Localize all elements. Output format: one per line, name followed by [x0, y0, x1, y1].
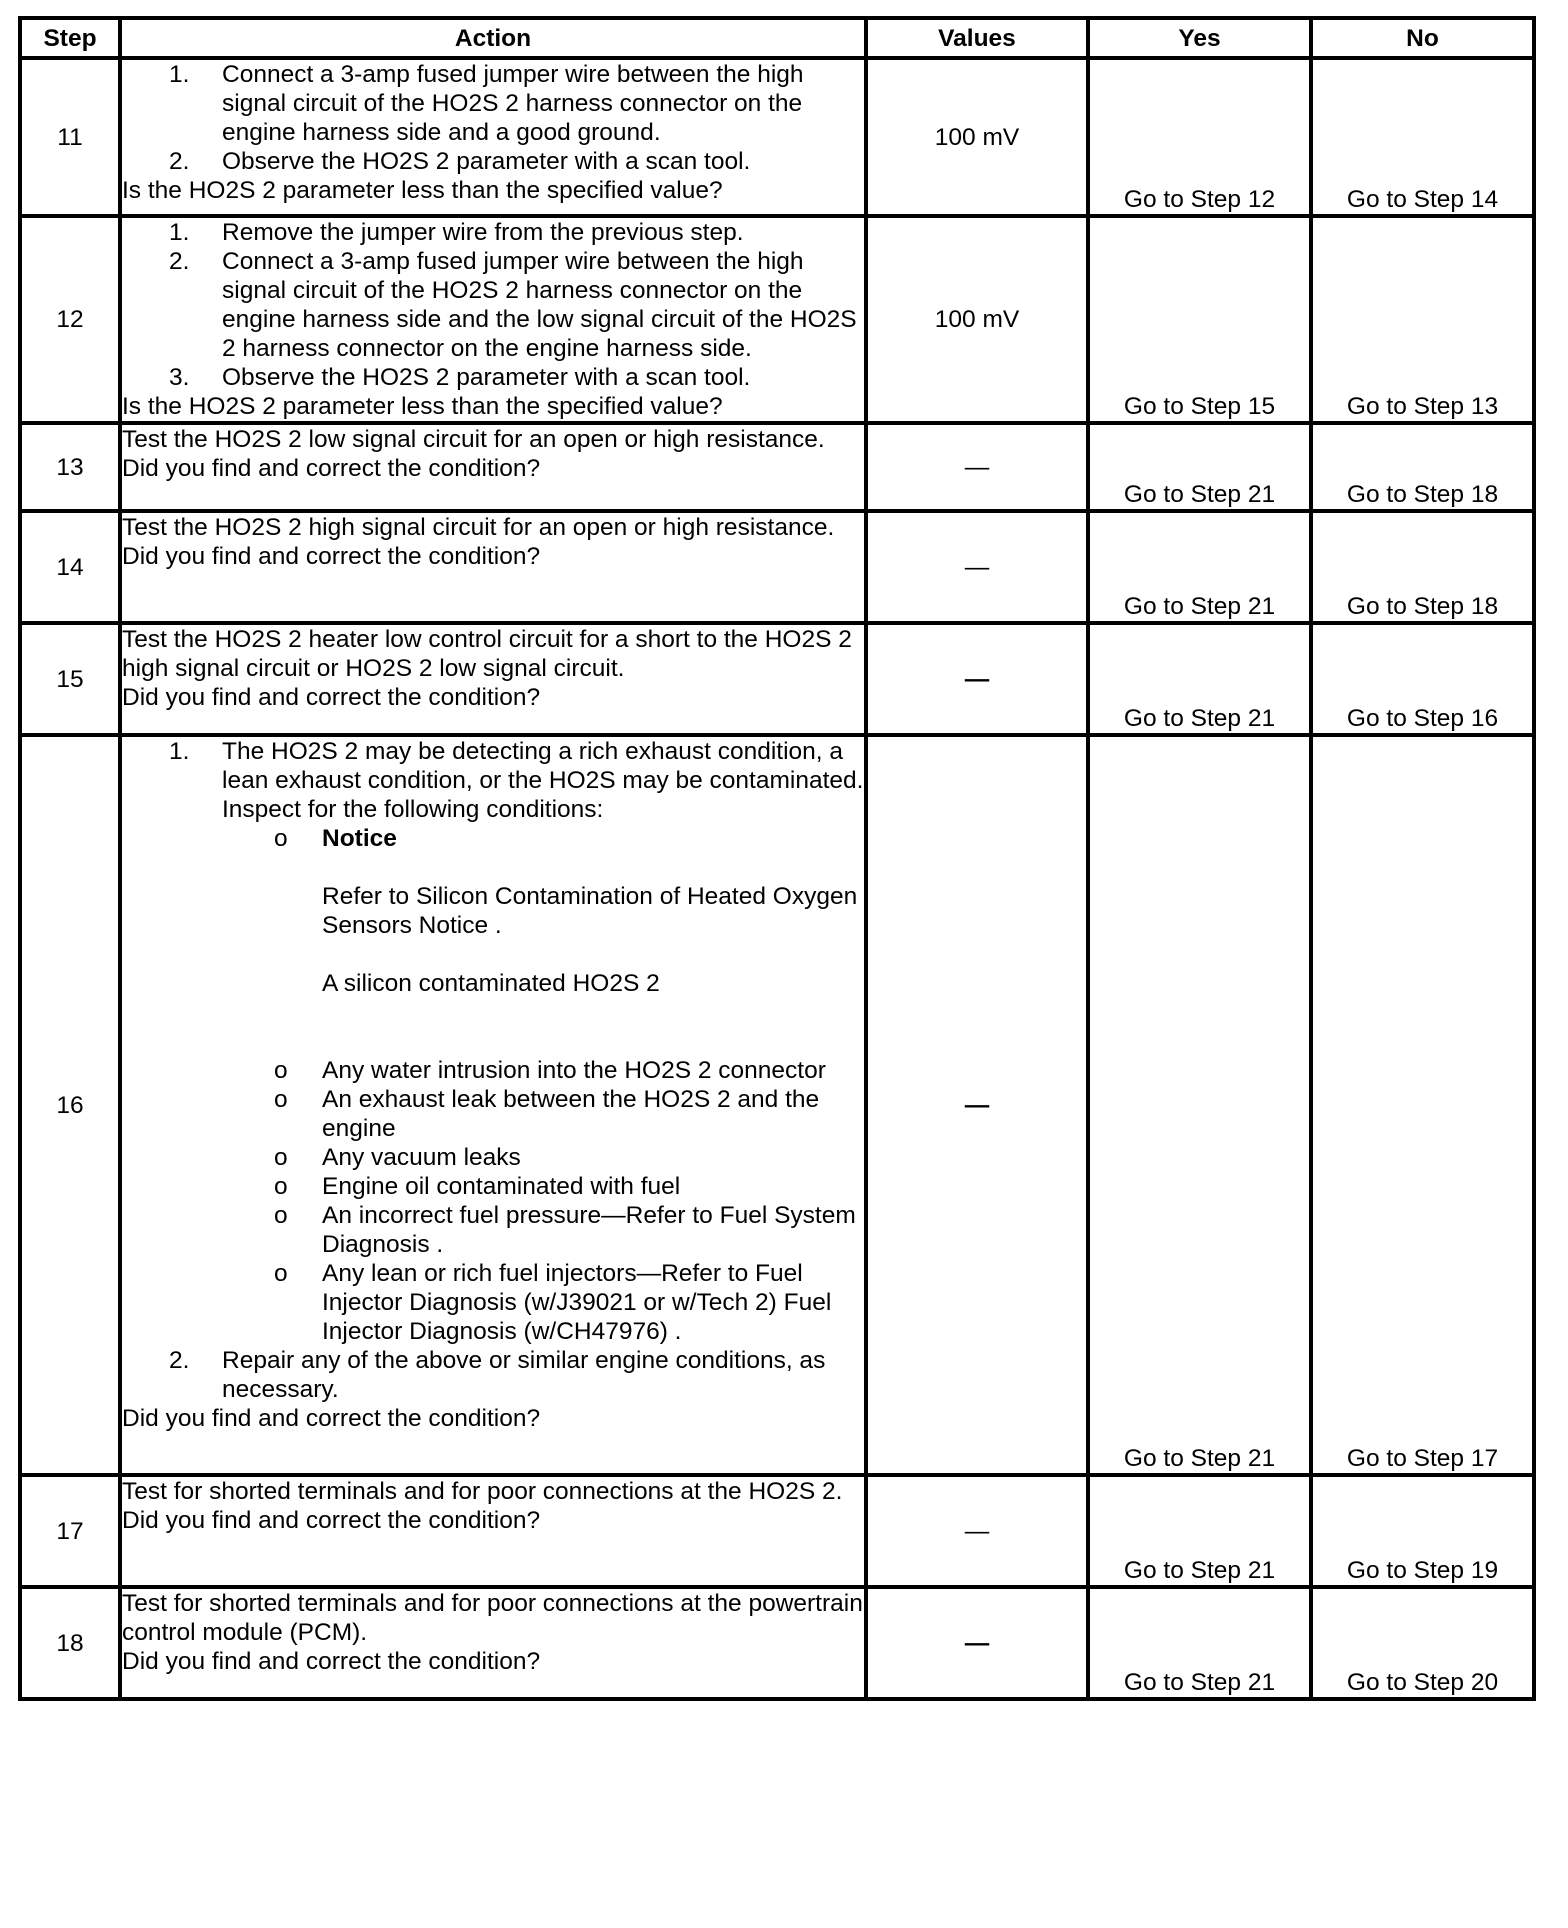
list-item	[122, 1056, 864, 1085]
list-item	[122, 147, 864, 176]
question-text: Is the HO2S 2 parameter less than the specified value?	[122, 393, 723, 420]
table-row-step-14	[20, 511, 1534, 623]
no-cell: Go to Step 18	[1311, 423, 1534, 511]
value-cell: 100 mV	[866, 216, 1088, 423]
table-row-step-16	[20, 735, 1534, 1475]
no-cell: Go to Step 16	[1311, 623, 1534, 735]
no-cell: Go to Step 17	[1311, 735, 1534, 1475]
bullet-symbol: o	[274, 825, 288, 852]
list-item	[122, 1346, 864, 1404]
list-text: Connect a 3-amp fused jumper wire between the high signal circuit of the HO2S 2 harness connector on the engine harness side and the low signal circuit of the HO2S 2 harness connector on the engine harness side.	[222, 248, 857, 362]
question-text: Did you find and correct the condition?	[122, 1405, 541, 1432]
yes-cell: Go to Step 12	[1088, 58, 1311, 216]
no-cell: Go to Step 13	[1311, 216, 1534, 423]
list-item	[122, 247, 864, 363]
list-number: 2.	[169, 148, 190, 175]
notice-subtext: A silicon contaminated HO2S 2	[322, 970, 660, 997]
question-text: Did you find and correct the condition?	[122, 684, 541, 711]
bullet-text: An exhaust leak between the HO2S 2 and the engine	[322, 1086, 820, 1142]
no-cell: Go to Step 19	[1311, 1475, 1534, 1587]
step-number: 18	[20, 1587, 120, 1699]
question-text: Is the HO2S 2 parameter less than the specified value?	[122, 177, 723, 204]
bullet-text: An incorrect fuel pressure—Refer to Fuel System Diagnosis .	[322, 1202, 856, 1258]
step-number: 17	[20, 1475, 120, 1587]
table-row-step-13	[20, 423, 1534, 511]
list-text: The HO2S 2 may be detecting a rich exhaust condition, a lean exhaust condition, or the HO2S may be contaminated. Inspect for the following conditions:	[222, 738, 864, 823]
action-text: Test the HO2S 2 low signal circuit for an open or high resistance.	[122, 426, 825, 453]
yes-cell: Go to Step 21	[1088, 1475, 1311, 1587]
header-step: Step	[20, 18, 120, 58]
value-cell: 100 mV	[866, 58, 1088, 216]
action-cell	[120, 58, 866, 216]
yes-cell: Go to Step 21	[1088, 423, 1311, 511]
value-cell: —	[866, 511, 1088, 623]
list-number: 2.	[169, 1347, 190, 1374]
bullet-text: Engine oil contaminated with fuel	[322, 1173, 681, 1200]
list-item	[122, 1172, 864, 1201]
list-number: 1.	[169, 219, 190, 246]
table-row-step-17	[20, 1475, 1534, 1587]
step-number: 15	[20, 623, 120, 735]
bullet-text: Any water intrusion into the HO2S 2 connector	[322, 1057, 826, 1084]
action-cell	[120, 735, 866, 1475]
header-no: No	[1311, 18, 1534, 58]
value-cell: —	[866, 1475, 1088, 1587]
list-text: Observe the HO2S 2 parameter with a scan tool.	[222, 148, 751, 175]
bullet-symbol: o	[274, 1173, 288, 1200]
value-cell: —	[866, 735, 1088, 1475]
list-text: Observe the HO2S 2 parameter with a scan tool.	[222, 364, 751, 391]
bullet-symbol: o	[274, 1144, 288, 1171]
action-cell	[120, 423, 866, 511]
yes-cell: Go to Step 15	[1088, 216, 1311, 423]
step-number: 12	[20, 216, 120, 423]
bullet-symbol: o	[274, 1086, 288, 1113]
action-text: Test the HO2S 2 heater low control circuit for a short to the HO2S 2 high signal circuit or HO2S 2 low signal circuit.	[122, 626, 852, 682]
bullet-text: Any vacuum leaks	[322, 1144, 521, 1171]
list-number: 3.	[169, 364, 190, 391]
action-text: Test for shorted terminals and for poor connections at the HO2S 2.	[122, 1478, 843, 1505]
list-item	[122, 1143, 864, 1172]
step-number: 11	[20, 58, 120, 216]
notice-item	[122, 824, 864, 853]
header-row	[20, 18, 1534, 58]
list-item	[122, 1085, 864, 1143]
table-row-step-15	[20, 623, 1534, 735]
step-number: 16	[20, 735, 120, 1475]
list-number: 1.	[169, 738, 190, 765]
table-row-step-11	[20, 58, 1534, 216]
action-cell	[120, 623, 866, 735]
value-cell: —	[866, 423, 1088, 511]
action-cell	[120, 511, 866, 623]
action-text: Test the HO2S 2 high signal circuit for an open or high resistance.	[122, 514, 835, 541]
yes-cell: Go to Step 21	[1088, 511, 1311, 623]
notice-text: Refer to Silicon Contamination of Heated Oxygen Sensors Notice .	[322, 883, 858, 939]
question-text: Did you find and correct the condition?	[122, 455, 541, 482]
action-cell	[120, 1587, 866, 1699]
list-number: 2.	[169, 248, 190, 275]
list-text: Connect a 3-amp fused jumper wire between the high signal circuit of the HO2S 2 harness connector on the engine harness side and a good ground.	[222, 61, 804, 146]
no-cell: Go to Step 14	[1311, 58, 1534, 216]
no-cell: Go to Step 20	[1311, 1587, 1534, 1699]
notice-title: Notice	[322, 825, 397, 852]
list-item	[122, 363, 864, 392]
list-item	[122, 737, 864, 824]
header-action: Action	[120, 18, 866, 58]
bullet-symbol: o	[274, 1202, 288, 1229]
no-cell: Go to Step 18	[1311, 511, 1534, 623]
list-text: Remove the jumper wire from the previous step.	[222, 219, 744, 246]
list-item	[122, 218, 864, 247]
action-cell	[120, 216, 866, 423]
action-cell	[120, 1475, 866, 1587]
question-text: Did you find and correct the condition?	[122, 543, 541, 570]
header-yes: Yes	[1088, 18, 1311, 58]
question-text: Did you find and correct the condition?	[122, 1648, 541, 1675]
table-row-step-12	[20, 216, 1534, 423]
list-text: Repair any of the above or similar engine conditions, as necessary.	[222, 1347, 826, 1403]
list-item	[122, 60, 864, 147]
diagnostic-table	[18, 16, 1536, 1701]
step-number: 13	[20, 423, 120, 511]
bullet-text: Any lean or rich fuel injectors—Refer to Fuel Injector Diagnosis (w/J39021 or w/Tech 2) Fuel Injector Diagnosis (w/CH47976) .	[322, 1260, 832, 1345]
bullet-symbol: o	[274, 1057, 288, 1084]
yes-cell: Go to Step 21	[1088, 623, 1311, 735]
yes-cell: Go to Step 21	[1088, 735, 1311, 1475]
table-row-step-18	[20, 1587, 1534, 1699]
list-number: 1.	[169, 61, 190, 88]
bullet-symbol: o	[274, 1260, 288, 1287]
list-item	[122, 1201, 864, 1259]
yes-cell: Go to Step 21	[1088, 1587, 1311, 1699]
list-item	[122, 1259, 864, 1346]
step-number: 14	[20, 511, 120, 623]
value-cell: —	[866, 1587, 1088, 1699]
header-values: Values	[866, 18, 1088, 58]
value-cell: —	[866, 623, 1088, 735]
action-text: Test for shorted terminals and for poor connections at the powertrain control module (PCM).	[122, 1590, 863, 1646]
question-text: Did you find and correct the condition?	[122, 1507, 541, 1534]
